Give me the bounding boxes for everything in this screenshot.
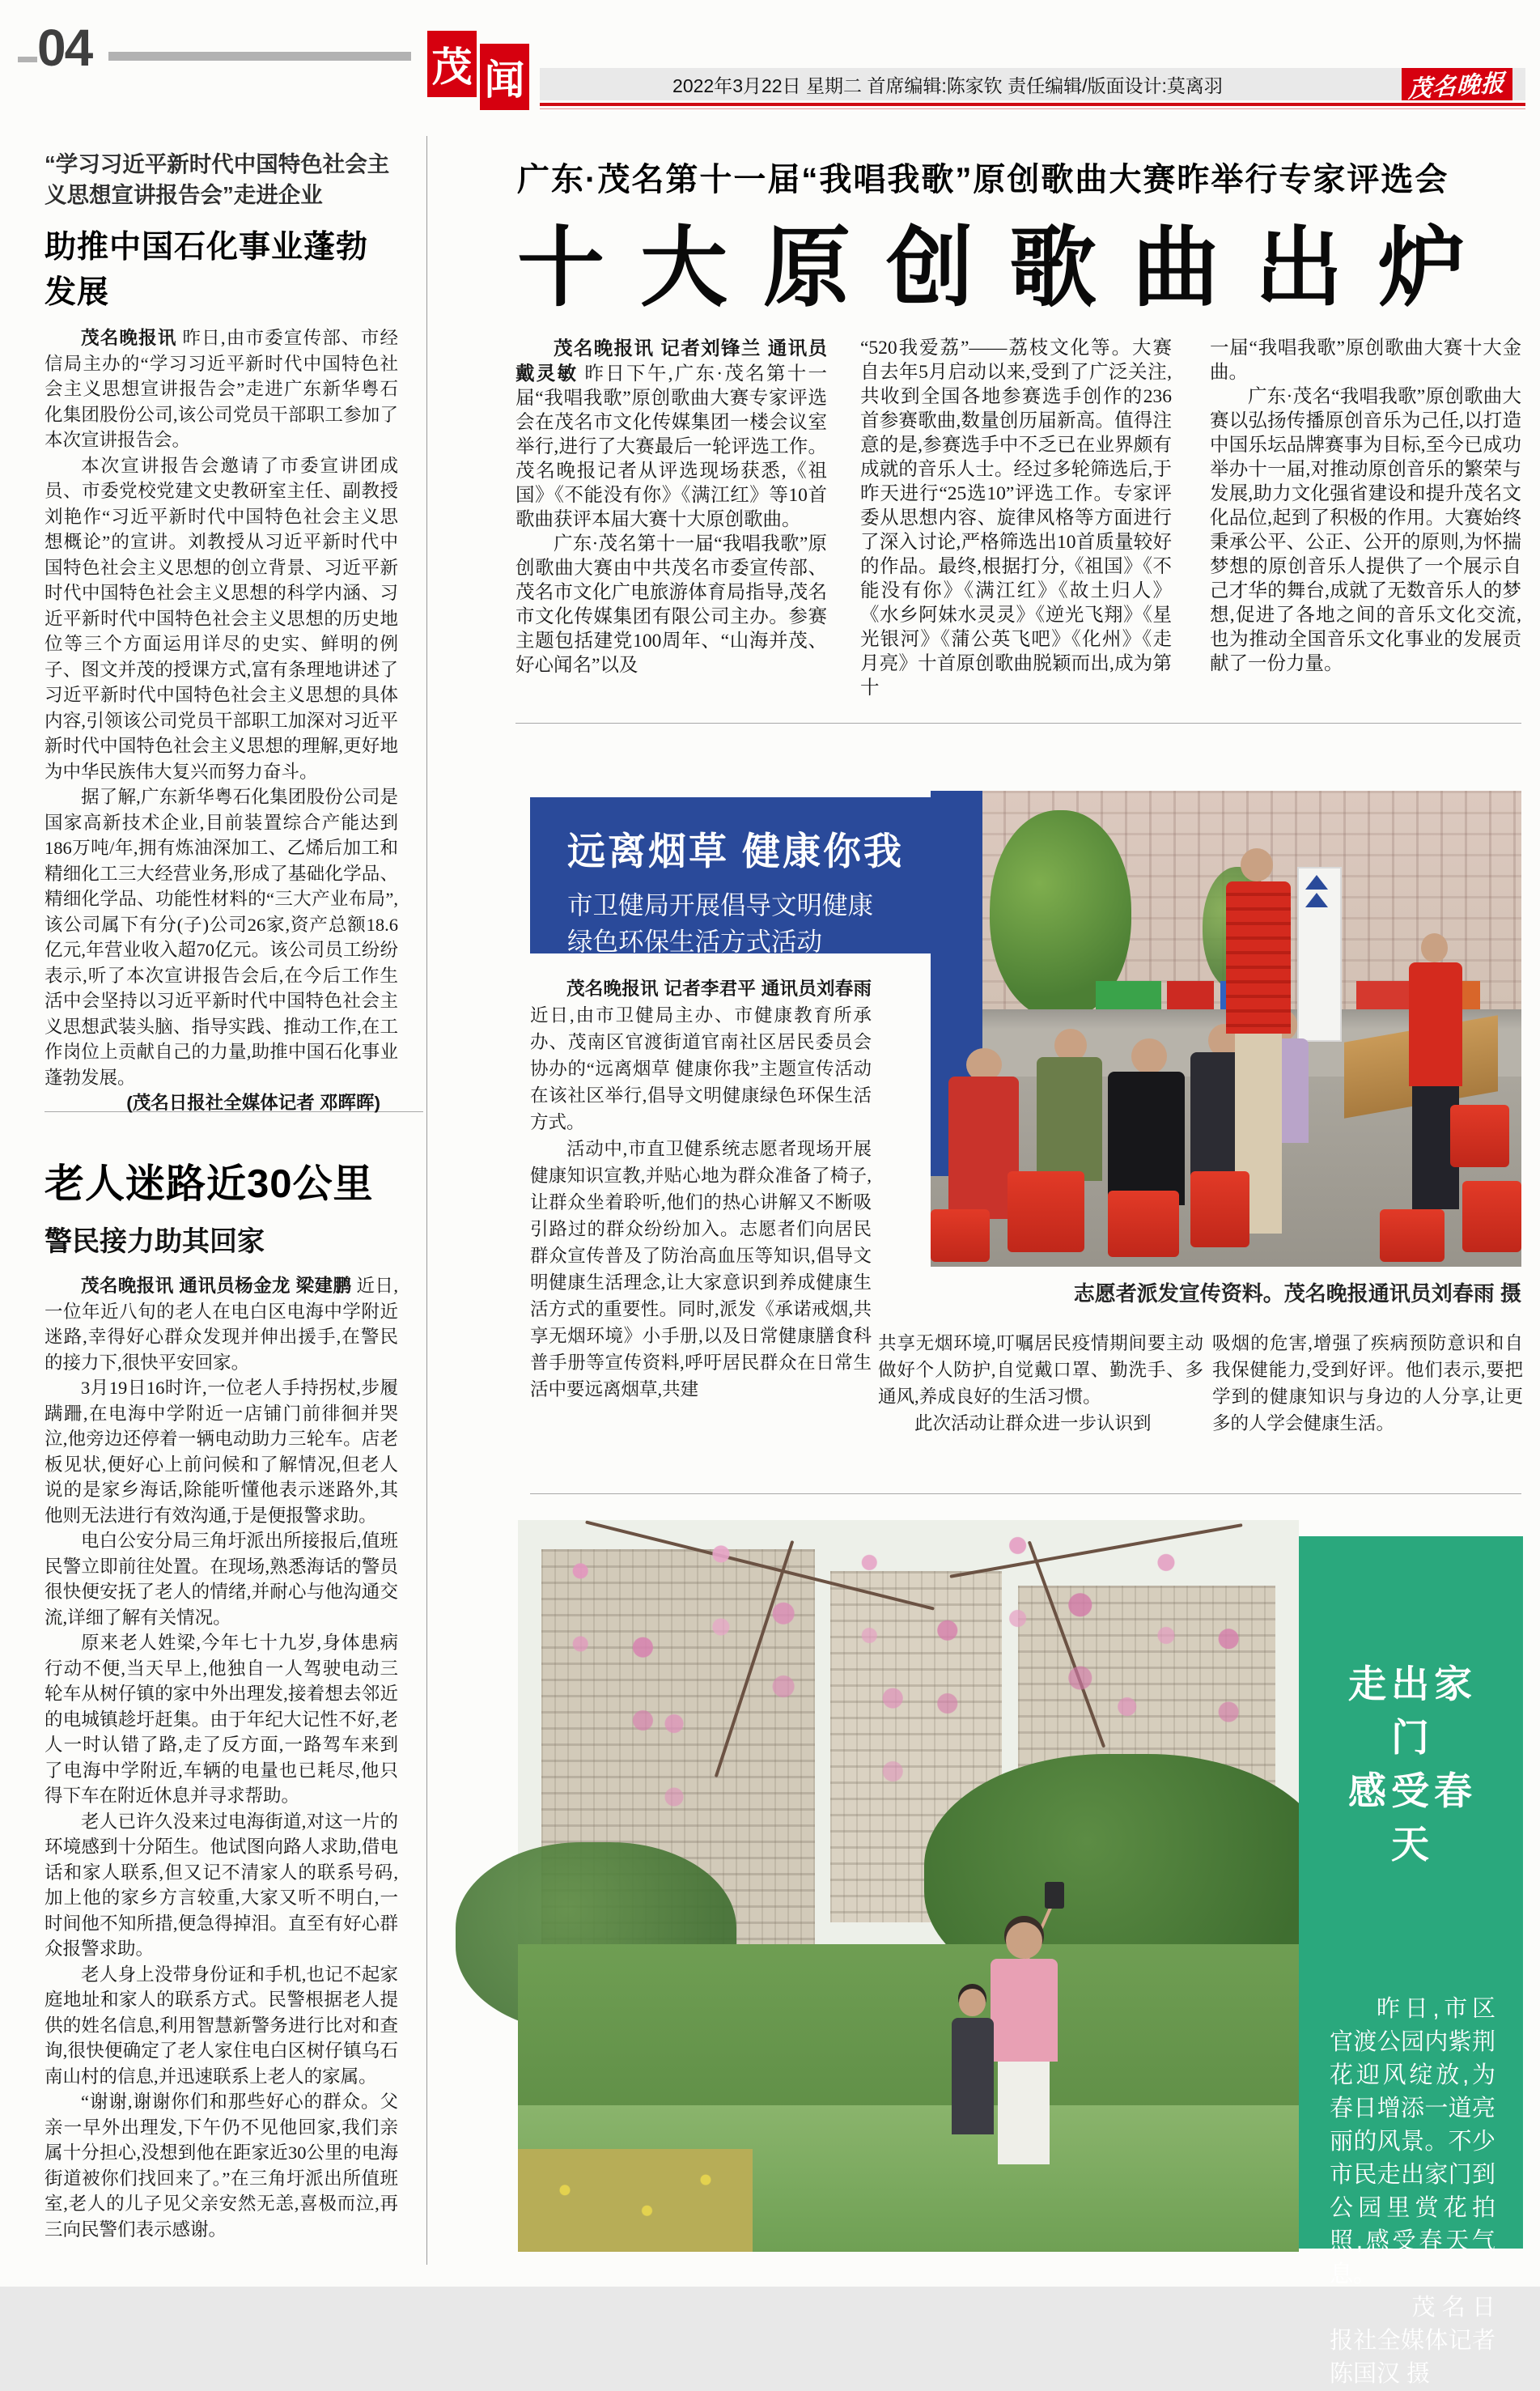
article-laoren-title: 老人迷路近30公里: [45, 1162, 374, 1206]
chuntian-box: [1299, 1536, 1523, 2387]
article-shihua-p1-text: 昨日,由市委宣传部、市经信局主办的“学习习近平新时代中国特色社会主义思想宣讲报告会”走进广东新华粤石化集团股份公司,该公司党员干部职工参加了本次宣讲报告会。: [45, 328, 398, 450]
article-weisheng-col1: [530, 975, 872, 1403]
person-head: [1131, 1038, 1167, 1074]
yancao-box-subtitle: [567, 887, 983, 960]
article-gequ-p2: 广东·茂名第十一届“我唱我歌”原创歌曲大赛由中共茂名市委宣传部、茂名市文化广电旅游体育局指导,茂名市文化传媒集团有限公司主办。参赛主题包括建党100周年、“山海并茂、好心闻名”以及: [515, 533, 827, 676]
main-article-divider: [515, 723, 1521, 724]
article-shihua-kicker: “学习习近平新时代中国特色社会主义思想宣讲报告会”走进企业: [45, 151, 390, 207]
article-weisheng-p1-text: 近日,由市卫健局主办、市健康教育所承办、茂南区官渡街道官南社区居民委员会协办的“远离烟草 健康你我”主题宣传活动在该社区举行,倡导文明健康绿色环保生活方式。: [530, 1005, 872, 1132]
person-black: [1108, 1072, 1185, 1205]
article-weisheng-col2: [878, 1330, 1203, 1437]
article-laoren-p1-text: 近日,一位年近八旬的老人在电白区电海中学附近迷路,幸得好心群众发现并伸出援手,在警民的接力下,很快平安回家。: [45, 1276, 398, 1373]
article-laoren-p7: “谢谢,谢谢你们和那些好心的群众。父亲一早外出理发,下午仍不见他回家,我们亲属十分担心,没想到他在距家近30公里的电海街道被你们找回来了。”在三角圩派出所值班室,老人的儿子见父亲安然无恙,喜极而泣,再三向民警们表示感谢。: [45, 2092, 398, 2240]
street-activity-photo: [931, 791, 1521, 1267]
article-gequ-col3: [1210, 336, 1521, 676]
chuntian-box-title: [1330, 1658, 1495, 1871]
section-badge-wen: 闻: [480, 44, 529, 110]
article-shihua-p3: 据了解,广东新华粤石化集团股份公司是国家高新技术企业,目前装置综合产能达到186万吨/年,拥有炼油深加工、乙烯后加工和精细化工三大经营业务,形成了基础化学品、精细化学品、功能性材料的“三大产业布局”,该公司属下有分(子)公司26家,资产总额18.6亿元,年营业收入超70亿元。该公司员工纷纷表示,听了本次宣讲报告会后,在今后工作生活中会坚持以习近平新时代中国特色社会主义思想武装头脑、指导实践、推动工作,在工作岗位上贡献自己的力量,助推中国石化事业蓬勃发展。: [45, 787, 398, 1088]
article-laoren-p6: 老人身上没带身份证和手机,也记不起家庭地址和家人的联系方式。民警根据老人提供的姓名信息,利用智慧新警务进行比对和查询,很快便确定了老人家住电白区树仔镇乌石南山村的信息,并迅速联系上老人的家属。: [45, 1964, 398, 2087]
article-shihua-title: 助推中国石化事业蓬勃发展: [45, 230, 369, 310]
stool-shape: [1008, 1171, 1084, 1252]
stool-shape: [1450, 1105, 1509, 1166]
volunteer2-head: [1421, 933, 1448, 962]
article-laoren-p5: 老人已许久没来过电海街道,对这一片的环境感到十分陌生。他试图向路人求助,借电话和家人联系,但又记不清家人的联系号码,加上他的家乡方言较重,大家又听不明白,一时间他不知所措,便急得掉泪。直至有好心群众报警求助。: [45, 1811, 398, 1959]
stool-shape: [931, 1209, 990, 1262]
section-badge-mao: 茂: [427, 31, 477, 97]
masthead-bar: [108, 52, 411, 61]
yancao-headline-box: [530, 797, 983, 956]
article-gequ-p1-text: 昨日下午,广东·茂名第十一届“我唱我歌”原创歌曲大赛专家评选会在茂名市文化传媒集团一楼会议室举行,进行了大赛最后一轮评选工作。茂名晚报记者从评选现场获悉,《祖国》《不能没有你》《满江红》等10首歌曲获评本届大赛十大原创歌曲。: [515, 363, 828, 530]
article-laoren-p4: 原来老人姓梁,今年七十九岁,身体患病行动不便,当天早上,他独自一人驾驶电动三轮车从树仔镇的家中外出理发,接着想去邻近的电城镇趁圩赶集。由于年纪大记性不好,老人一时认错了路,走了反方面,一路驾车来到了电海中学附近,车辆的电量也已耗尽,他只得下车在附近休息并寻求帮助。: [45, 1633, 398, 1806]
article-laoren-subtitle: 警民接力助其回家: [45, 1226, 265, 1257]
chuntian-box-body: 昨日,市区官渡公园内紫荆花迎风绽放,为春日增添一道亮丽的风景。不少市民走出家门到公园里赏花拍照,感受春天气息。: [1330, 1996, 1495, 2287]
masthead-red-rule-thin: [540, 108, 1525, 109]
article-weisheng-p2: 活动中,市直卫健系统志愿者现场开展健康知识宣教,并贴心地为群众准备了椅子,让群众坐着聆听,他们的热心讲解又不断吸引路过的群众纷纷加入。志愿者们向居民群众宣传普及了防治高血压等知识,倡导文明健康生活理念,让大家意识到养成健康生活方式的重要性。同时,派发《承诺戒烟,共享无烟环境》小手册,以及日常健康膳食科普手册等宣传资料,呼吁居民群众在日常生活中要远离烟草,共建: [530, 1139, 872, 1399]
article-laoren-p1: [45, 1273, 398, 1375]
article-shihua: [45, 149, 398, 1116]
stool-shape: [1190, 1171, 1249, 1247]
park-spring-photo: [518, 1520, 1299, 2252]
article-shihua-p1: [45, 325, 398, 453]
article-laoren-lead: 茂名晚报讯 通讯员杨金龙 梁建鹏: [81, 1276, 352, 1296]
chevron-icon: [1305, 875, 1328, 890]
article-weisheng-lead: 茂名晚报讯 记者李君平 通讯员刘春雨: [566, 979, 872, 999]
article-weisheng-p1: [530, 975, 872, 1136]
dateline: 2022年3月22日 星期二 首席编辑:陈家钦 责任编辑/版面设计:莫离羽: [540, 68, 1525, 100]
article-gequ-p1: [515, 336, 827, 532]
pagenum-dash: [18, 57, 37, 62]
yancao-box-subtitle-line1: 市卫健局开展倡导文明健康: [567, 890, 874, 919]
article-laoren: [45, 1153, 398, 2242]
stool-shape: [1108, 1191, 1179, 1257]
child-body: [952, 2018, 994, 2135]
article-gequ-lead: 茂名晚报讯 记者刘锋兰 通讯员戴灵敏: [515, 338, 827, 384]
left-column-divider: [426, 136, 427, 2265]
article-laoren-p3: 电白公安分局三角圩派出所接报后,值班民警立即前往处置。在现场,熟悉海话的警员很快便安抚了老人的情绪,并耐心与他沟通交流,详细了解有关情况。: [45, 1531, 398, 1628]
article-laoren-p2: 3月19日16时许,一位老人手持拐杖,步履蹒跚,在电海中学附近一店铺门前徘徊并哭泣,他旁边还停着一辆电动助力三轮车。店老板见状,便好心上前问候和了解情况,但老人说的是家乡海话,除能听懂他表示迷路外,其他则无法进行有效沟通,于是便报警求助。: [45, 1378, 398, 1526]
flowerbed-shape: [518, 2149, 753, 2252]
article-shihua-lead: 茂名晚报讯: [81, 328, 177, 348]
article-gequ-p4: 一届“我唱我歌”原创歌曲大赛十大金曲。: [1210, 338, 1521, 383]
chuntian-title-line2: 感受春天: [1348, 1769, 1477, 1866]
direction-sign: [1297, 867, 1342, 1042]
chuntian-box-credit: 茂名日报社全媒体记者 陈国汉 摄: [1330, 2295, 1495, 2387]
article-weisheng-p3: 共享无烟环境,叮嘱居民疫情期间要主动做好个人防护,自觉戴口罩、勤洗手、多通风,养成良好的生活习惯。: [878, 1333, 1203, 1407]
article-gequ-col2: [860, 336, 1172, 700]
stool-shape: [1462, 1181, 1521, 1252]
photographer-head: [1006, 1922, 1042, 1959]
newspaper-logo-text: 茂名晚报: [1407, 70, 1506, 103]
stool-shape: [1380, 1209, 1445, 1262]
yancao-box-subtitle-line2: 绿色环保生活方式活动: [567, 927, 823, 956]
article-weisheng-p5: 吸烟的危害,增强了疾病预防意识和自我保健能力,受到好评。他们表示,要把学到的健康知识与身边的人分享,让更多的人学会健康生活。: [1212, 1333, 1523, 1433]
chevron-icon: [1305, 893, 1328, 907]
article-weisheng-col3: [1212, 1330, 1523, 1437]
masthead-red-rule: [540, 103, 1525, 106]
article-gequ-col1: [515, 336, 827, 677]
volunteer2-red-vest: [1409, 962, 1462, 1086]
volunteer-head: [1241, 848, 1273, 881]
park-greenery-shape: [518, 1944, 1299, 2120]
article-gequ-headline: 十大原创歌曲出炉: [517, 219, 1502, 316]
article-weisheng-p4: 此次活动让群众进一步认识到: [914, 1413, 1152, 1433]
middle-section-divider: [530, 1493, 1521, 1494]
phone-shape: [1045, 1882, 1063, 1909]
article-shihua-byline: (茂名日报社全媒体记者 邓晖晖): [126, 1093, 380, 1113]
page-number: 04: [37, 19, 92, 77]
photographer-pants: [998, 2062, 1050, 2164]
article-gequ-kicker: 广东·茂名第十一届“我唱我歌”原创歌曲大赛昨举行专家评选会: [517, 162, 1449, 197]
article-gequ-p5: 广东·茂名“我唱我歌”原创歌曲大赛以弘扬传播原创音乐为己任,以打造中国乐坛品牌赛事为目标,至今已成功举办十一届,对推动原创音乐的繁荣与发展,助力文化强省建设和提升茂名文化品位,起到了积极的作用。大赛始终秉承公平、公正、公开的原则,为怀揣梦想的原创音乐人提供了一个展示自己才华的舞台,成就了无数音乐人的梦想,促进了各地之间的音乐文化交流,也为推动全国音乐文化事业的发展贡献了一份力量。: [1210, 386, 1521, 674]
volunteer-red-vest: [1226, 881, 1291, 1034]
article-shihua-p2: 本次宣讲报告会邀请了市委宣讲团成员、市委党校党建文史教研室主任、副教授刘艳作“习近平新时代中国特色社会主义思想概论”的宣讲。刘教授从习近平新时代中国特色社会主义思想的创立背景、习近平新时代中国特色社会主义思想的科学内涵、习近平新时代中国特色社会主义思想的历史地位等三个方面运用详尽的史实、鲜明的例子、图文并茂的授课方式,富有条理地讲述了习近平新时代中国特色社会主义思想的具体内容,引领该公司党员干部职工加深对习近平新时代中国特色社会主义思想的理解,更好地为中华民族伟大复兴而努力奋斗。: [45, 455, 398, 782]
person-green: [1037, 1057, 1101, 1181]
yancao-box-title: 远离烟草 健康你我: [567, 830, 905, 873]
photographer-pink-top: [991, 1959, 1058, 2062]
photo-caption: 志愿者派发宣传资料。茂名晚报通讯员刘春雨 摄: [1073, 1281, 1521, 1306]
chuntian-title-line1: 走出家门: [1348, 1663, 1477, 1759]
child-head: [959, 1989, 986, 2016]
article-gequ-p3: “520我爱荔”——荔枝文化等。大赛自去年5月启动以来,受到了广泛关注,共收到全国各地参赛选手创作的236首参赛歌曲,数量创历届新高。值得注意的是,参赛选手中不乏已在业界颇有成就的音乐人士。经过多轮筛选后,于昨天进行“25选10”评选工作。专家评委从思想内容、旋律风格等方面进行了深入讨论,严格筛选出10首质量较好的作品。最终,根据打分,《祖国》《不能没有你》《满江红》《故土归人》《水乡阿妹水灵灵》《逆光飞翔》《星光银河》《蒲公英飞吧》《化州》《走月亮》十首原创歌曲脱颖而出,成为第十: [860, 338, 1172, 699]
newspaper-logo: [1402, 68, 1512, 103]
